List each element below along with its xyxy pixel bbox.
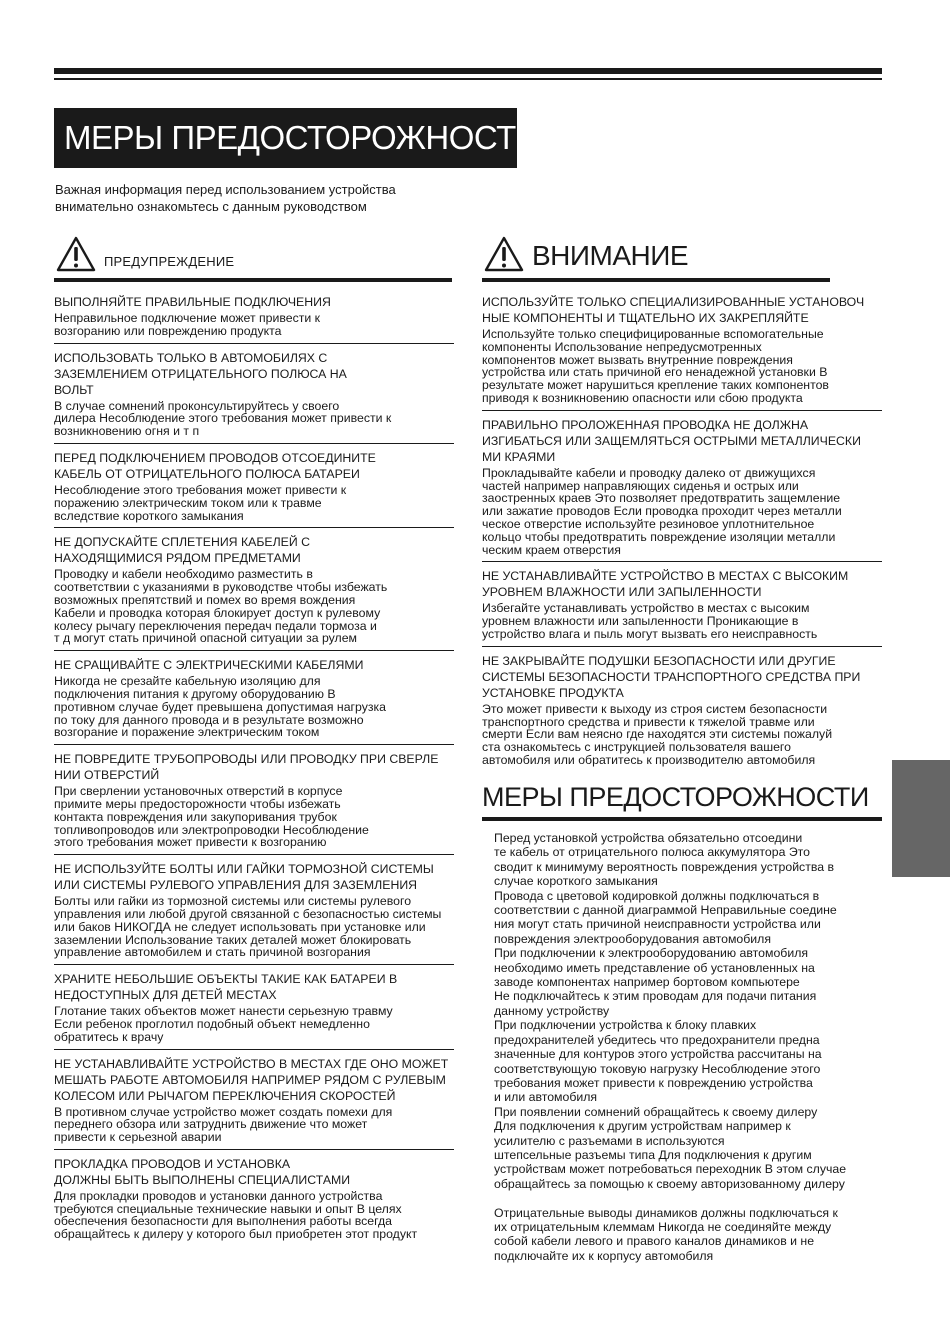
warning-item [54,855,454,965]
page-title: МЕРЫ ПРЕДОСТОРОЖНОСТИ [54,108,517,168]
warning-item-body: Глотание таких объектов может нанести серьезную травму Если ребенок проглотил подобный объект немедленно обратитесь к врачу [54,1004,393,1044]
caution-item-title: НЕ УСТАНАВЛИВАЙТЕ УСТРОЙСТВО В МЕСТАХ С ВЫСОКИМ УРОВНЕМ ВЛАЖНОСТИ ИЛИ ЗАПЫЛЕННОСТИ [482,569,849,600]
warning-item-body: В противном случае устройство может создать помехи для переднего обзора или затруднить движение что может привести к серьезной аварии [54,1104,393,1145]
top-rule-thick [54,68,882,74]
warning-item [54,344,454,444]
warning-item-list [54,288,454,1246]
warning-item-title: ХРАНИТЕ НЕБОЛЬШИЕ ОБЪЕКТЫ ТАКИЕ КАК БАТАРЕИ В НЕДОСТУПНЫХ ДЛЯ ДЕТЕЙ МЕСТАХ [54,972,398,1003]
caution-item-list [482,288,882,772]
warning-item-body: Никогда не срезайте кабельную изоляцию для подключения питания к другому оборудованию В противном случае будет превышена допустимая нагрузка по току для данного провода и в результате возможно возгорание и поражение электрическим током [54,674,386,740]
warning-item [54,444,454,528]
warning-item [54,651,454,745]
warning-item-title: НЕ ПОВРЕДИТЕ ТРУБОПРОВОДЫ ИЛИ ПРОВОДКУ ПРИ СВЕРЛЕ НИИ ОТВЕРСТИЙ [54,752,439,783]
warning-section [54,236,454,1246]
warning-item [54,288,454,344]
warning-item-body: При сверлении установочных отверстий в корпусе примите меры предосторожности чтобы избежать контакта повреждения или закупоривания трубок топливопроводов или электропроводки Несоблюдение этого требования может привести к возгоранию [54,784,369,850]
caution-item-body: Прокладывайте кабели и проводку далеко от движущихся частей например направляющих сиденья и острых или заостренных краев Это позволяет предотвратить защемление или зажатие проводов Если проводка проходит через металли ческое отверстие используйте резиновое уплотнительное кольцо чтобы предотвратить повреждение изоляции металли ческим краем отверстия [482,465,842,557]
caution-item-title: ПРАВИЛЬНО ПРОЛОЖЕННАЯ ПРОВОДКА НЕ ДОЛЖНА ИЗГИБАТЬСЯ ИЛИ ЗАЩЕМЛЯТЬСЯ ОСТРЫМИ МЕТАЛЛИЧЕСКИ МИ КРАЯМИ [482,417,861,464]
warning-item-title: НЕ ДОПУСКАЙТЕ СПЛЕТЕНИЯ КАБЕЛЕЙ С НАХОДЯЩИМИСЯ РЯДОМ ПРЕДМЕТАМИ [54,535,311,566]
caution-header-rule [482,278,830,282]
precautions-text: Перед установкой устройства обязательно отсоедини те кабель от отрицательного полюса аккумулятора Это сводит к минимуму вероятность повреждения устройства в случае короткого замыкания Провода с цветовой кодировкой должны подключаться в соответствии с данной диаграммой Неправильные соедине ния могут стать причиной неисправности устройства или повреждения электрооборудования автомобиля При подключении к электрооборудованию автомобиля необходимо иметь представление об установленных на заводе компонентах например бортовом компьютере Не подключайтесь к этим проводам для подачи питания данному устройству При подключении устройства к блоку плавких предохранителей убедитесь что предохранители предна значенные для контуров этого устройства рассчитаны на соответствующую токовую нагрузку Несоблюдение этого требования может привести к повреждению устройства и или автомобиля При появлении сомнений обращайтесь к своему дилеру Для подключения к другим устройствам например к усилителю с разъемами в используются штепсельные разъемы типа Для подключения к другим устройствам может потребоваться переходник В этом случае обращайтесь за помощью к своему авторизованному дилеру Отрицательные выводы динамиков должны подключаться к их отрицательным клеммам Никогда не соединяйте между собой кабели левого и правого каналов динамиков и не подключайте их к корпусу автомобиля [494,831,847,1263]
warning-item-title: НЕ ИСПОЛЬЗУЙТЕ БОЛТЫ ИЛИ ГАЙКИ ТОРМОЗНОЙ СИСТЕМЫ ИЛИ СИСТЕМЫ РУЛЕВОГО УПРАВЛЕНИЯ ДЛЯ ЗАЗЕМЛЕНИЯ [54,862,434,893]
warning-item-title: ИСПОЛЬЗОВАТЬ ТОЛЬКО В АВТОМОБИЛЯХ С ЗАЗЕМЛЕНИЕМ ОТРИЦАТЕЛЬНОГО ПОЛЮСА НА ВОЛЬТ [54,350,347,397]
caution-heading: ВНИМАНИЕ [532,240,689,271]
warning-item-title: НЕ СРАЩИВАЙТЕ С ЭЛЕКТРИЧЕСКИМИ КАБЕЛЯМИ [54,658,364,673]
warning-item-body: Для прокладки проводов и установки данного устройства требуются специальные технические навыки и опыт В целях обеспечения безопасности для выполнения работы всегда обращайтесь к дилеру у которого был приобретен этот продукт [54,1188,418,1242]
warning-item-body: Несоблюдение этого требования может привести к поражению электрическим током или к травме вследствие короткого замыкания [54,482,347,523]
warning-item-body: Проводку и кабели необходимо разместить в соответствии с указаниями в руководстве чтобы избежать возможных препятствий и помех во время вождения Кабели и проводка которая блокирует доступ к рулевому колесу рычагу переключения передач педали тормоза и т д могут стать причиной опасной ситуации за рулем [54,567,388,646]
precautions-title: МЕРЫ ПРЕДОСТОРОЖНОСТИ [482,782,869,812]
warning-item-title: НЕ УСТАНАВЛИВАЙТЕ УСТРОЙСТВО В МЕСТАХ ГДЕ ОНО МОЖЕТ МЕШАТЬ РАБОТЕ АВТОМОБИЛЯ НАПРИМЕР РЯДОМ С РУЛЕВЫМ КОЛЕСОМ ИЛИ РЫЧАГОМ ПЕРЕКЛЮЧЕНИЯ СКОРОСТЕЙ [54,1056,449,1103]
warning-item-title: ВЫПОЛНЯЙТЕ ПРАВИЛЬНЫЕ ПОДКЛЮЧЕНИЯ [54,295,331,309]
caution-item [482,411,882,563]
caution-item-body: Избегайте устанавливать устройство в местах с высоким уровнем влажности или запыленности Проникающие в устройство влага и пыль могут вызвать его неисправность [482,601,818,641]
warning-header-rule [54,278,452,282]
warning-item [54,1050,454,1150]
caution-item [482,288,882,411]
warning-item [54,965,454,1049]
caution-item-title: НЕ ЗАКРЫВАЙТЕ ПОДУШКИ БЕЗОПАСНОСТИ ИЛИ ДРУГИЕ СИСТЕМЫ БЕЗОПАСНОСТИ ТРАНСПОРТНОГО СРЕДСТВА ПРИ УСТАНОВКЕ ПРОДУКТА [482,653,861,700]
warning-item [54,528,454,651]
caution-item-body: Это может привести к выходу из строя систем безопасности транспортного средства и привести к тяжелой травме или смерти Если вам неясно где находятся эти системы пожалуй ста ознакомьтесь с инструкцией пользователя вашего автомобиля или обратитесь к производителю автомобиля [482,701,833,767]
warning-item-title: ПРОКЛАДКА ПРОВОДОВ И УСТАНОВКА ДОЛЖНЫ БЫТЬ ВЫПОЛНЕНЫ СПЕЦИАЛИСТАМИ [54,1156,351,1187]
warning-item-body: Болты или гайки из тормозной системы или системы рулевого управления или любой другой связанной с безопасностью системы или баков НИКОГДА не следует использовать при установке или заземлении Использование таких деталей может блокировать управление автомобилем и стать причиной возгорания [54,894,442,960]
warning-item [54,1150,454,1246]
warning-item-body: В случае сомнений проконсультируйтесь у своего дилера Несоблюдение этого требования может привести к возникновению огня и т п [54,398,392,439]
caution-section [482,236,882,772]
intro-text: Важная информация перед использованием устройства внимательно ознакомьтесь с данным руководством [55,182,396,214]
side-tab-marker [892,760,950,877]
caution-item [482,647,882,772]
warning-item-body: Неправильное подключение может привести к возгоранию или повреждению продукта [54,311,321,338]
warning-header [54,236,454,288]
warning-item-title: ПЕРЕД ПОДКЛЮЧЕНИЕМ ПРОВОДОВ ОТСОЕДИНИТЕ КАБЕЛЬ ОТ ОТРИЦАТЕЛЬНОГО ПОЛЮСА БАТАРЕИ [54,450,376,481]
caution-item [482,562,882,646]
caution-item-title: ИСПОЛЬЗУЙТЕ ТОЛЬКО СПЕЦИАЛИЗИРОВАННЫЕ УСТАНОВОЧ НЫЕ КОМПОНЕНТЫ И ТЩАТЕЛЬНО ИХ ЗАКРЕПЛЯЙТЕ [482,295,865,325]
top-rule-thin [54,78,882,80]
caution-triangle-icon [484,236,524,272]
precautions-rule [482,817,882,821]
warning-triangle-icon [56,236,96,272]
caution-item-body: Используйте только специфицированные вспомогательные компоненты Использование непредусмотренных компонентов может вызвать внутренние повреждения устройства или стать причиной его ненадежной установки В результате может нарушиться крепление таких компонентов приводя к возникновению опасности или сбою продукта [482,327,829,405]
warning-item [54,745,454,855]
warning-heading: ПРЕДУПРЕЖДЕНИЕ [104,254,235,269]
caution-header [482,236,882,288]
